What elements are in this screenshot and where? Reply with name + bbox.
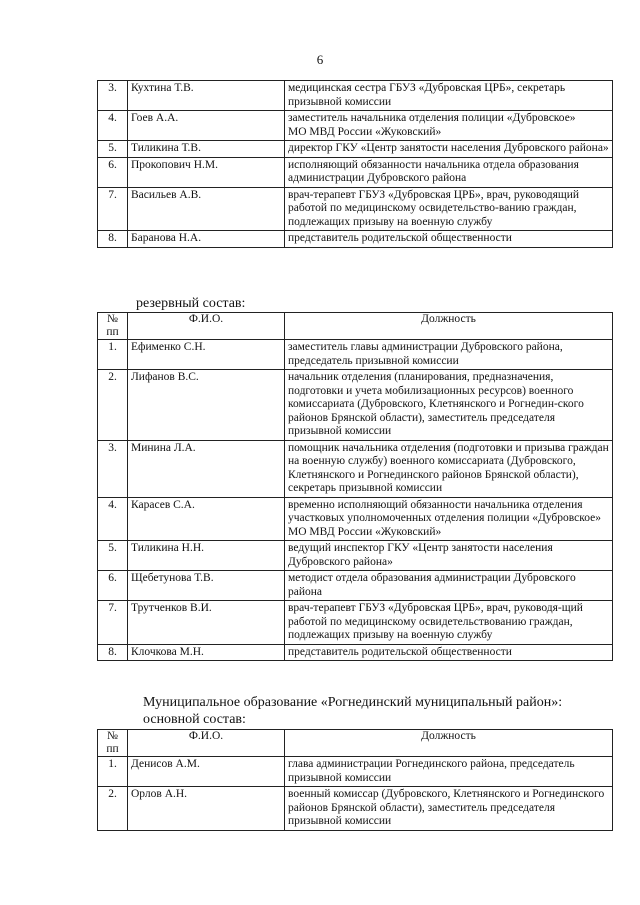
header-num: № пп: [98, 730, 128, 757]
row-number: 6.: [98, 157, 128, 187]
table-row: [98, 571, 613, 601]
commission-table-rognedino: [97, 729, 613, 831]
table-row: [98, 644, 613, 661]
person-position: начальник отделения (планирования, предназначения, подготовки и учета мобилизационных ресурсов) военного комиссариата (Дубровского, Клетнянского и Рогнедин-ского районов Брянской области), заместитель председателя призывной комиссии: [285, 370, 613, 441]
person-position: представитель родительской общественности: [285, 644, 613, 661]
person-position: врач-терапевт ГБУЗ «Дубровская ЦРБ», врач, руководя-щий работой по медицинскому освидетельствованию граждан, подлежащих призыву на военную службу: [285, 601, 613, 645]
row-number: 4.: [98, 497, 128, 541]
person-name: Баранова Н.А.: [128, 231, 285, 248]
header-num: № пп: [98, 313, 128, 340]
table-row: [98, 440, 613, 497]
row-number: 8.: [98, 644, 128, 661]
page-number: 6: [316, 52, 324, 67]
header-position: Должность: [285, 313, 613, 340]
row-number: 8.: [98, 231, 128, 248]
table-row: [98, 157, 613, 187]
row-number: 3.: [98, 440, 128, 497]
table-row: [98, 187, 613, 231]
person-name: Орлов А.Н.: [128, 787, 285, 831]
row-number: 5.: [98, 541, 128, 571]
header-fio: Ф.И.О.: [128, 313, 285, 340]
table-row: [98, 541, 613, 571]
header-position: Должность: [285, 730, 613, 757]
main-composition-heading: основной состав:: [143, 712, 246, 727]
person-name: Ефименко С.Н.: [128, 340, 285, 370]
table-row: [98, 601, 613, 645]
person-position: представитель родительской общественности: [285, 231, 613, 248]
table-row: [98, 231, 613, 248]
table-row: [98, 81, 613, 111]
person-name: Кухтина Т.В.: [128, 81, 285, 111]
person-position: военный комиссар (Дубровского, Клетнянского и Рогнединского районов Брянской области), заместитель председателя призывной комиссии: [285, 787, 613, 831]
person-name: Денисов А.М.: [128, 757, 285, 787]
municipality-heading: Муниципальное образование «Рогнединский муниципальный район»:: [143, 695, 563, 710]
person-name: Гоев А.А.: [128, 111, 285, 141]
person-position: ведущий инспектор ГКУ «Центр занятости населения Дубровского района»: [285, 541, 613, 571]
person-name: Тиликина Т.В.: [128, 141, 285, 158]
table-row: [98, 370, 613, 441]
row-number: 1.: [98, 757, 128, 787]
person-position: медицинская сестра ГБУЗ «Дубровская ЦРБ», секретарь призывной комиссии: [285, 81, 613, 111]
header-fio: Ф.И.О.: [128, 730, 285, 757]
table-row: [98, 787, 613, 831]
person-position: врач-терапевт ГБУЗ «Дубровская ЦРБ», врач, руководящий работой по медицинскому освидетельство-ванию граждан, подлежащих призыву на военную службу: [285, 187, 613, 231]
person-name: Карасев С.А.: [128, 497, 285, 541]
person-position: глава администрации Рогнединского района, председатель призывной комиссии: [285, 757, 613, 787]
person-name: Прокопович Н.М.: [128, 157, 285, 187]
table-header-row: [98, 313, 613, 340]
table-row: [98, 757, 613, 787]
person-position: исполняющий обязанности начальника отдела образования администрации Дубровского района: [285, 157, 613, 187]
text-line: заместитель начальника отделения полиции «Дубровское»: [288, 112, 576, 124]
person-position: методист отдела образования администрации Дубровского района: [285, 571, 613, 601]
person-name: Васильев А.В.: [128, 187, 285, 231]
person-position: директор ГКУ «Центр занятости населения Дубровского района»: [285, 141, 613, 158]
person-name: Щебетунова Т.В.: [128, 571, 285, 601]
person-position: [285, 111, 613, 141]
table-row: [98, 111, 613, 141]
row-number: 3.: [98, 81, 128, 111]
row-number: 5.: [98, 141, 128, 158]
row-number: 6.: [98, 571, 128, 601]
table-row: [98, 340, 613, 370]
person-position: помощник начальника отделения (подготовки и призыва граждан на военную службу) военного комиссариата (Дубровского, Клетнянского и Рогнединского районов Брянской области), секретарь призывной комиссии: [285, 440, 613, 497]
row-number: 2.: [98, 787, 128, 831]
reserve-heading: резервный состав:: [136, 296, 246, 311]
table-row: [98, 497, 613, 541]
person-position: заместитель главы администрации Дубровского района, председатель призывной комиссии: [285, 340, 613, 370]
row-number: 4.: [98, 111, 128, 141]
row-number: 7.: [98, 187, 128, 231]
person-position: временно исполняющий обязанности начальника отделения участковых уполномоченных отделения полиции «Дубровское» МО МВД России «Жуковский»: [285, 497, 613, 541]
row-number: 7.: [98, 601, 128, 645]
text-line: МО МВД России «Жуковский»: [288, 125, 442, 138]
row-number: 2.: [98, 370, 128, 441]
table-row: [98, 141, 613, 158]
commission-table-main-continued: [97, 80, 613, 248]
person-name: Минина Л.А.: [128, 440, 285, 497]
person-name: Тиликина Н.Н.: [128, 541, 285, 571]
row-number: 1.: [98, 340, 128, 370]
table-header-row: [98, 730, 613, 757]
person-name: Лифанов В.С.: [128, 370, 285, 441]
commission-table-reserve: [97, 312, 613, 661]
person-name: Трутченков В.И.: [128, 601, 285, 645]
person-name: Клочкова М.Н.: [128, 644, 285, 661]
